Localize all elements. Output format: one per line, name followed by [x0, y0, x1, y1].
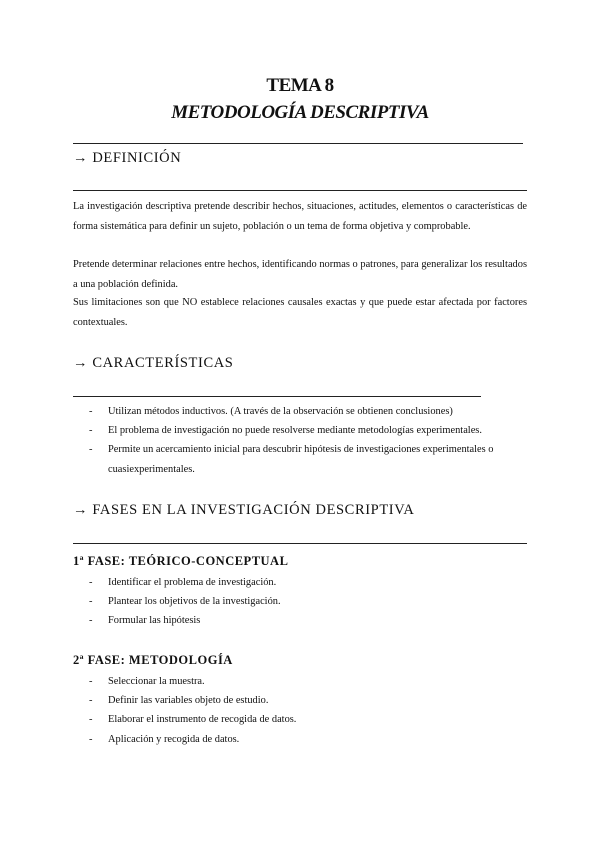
caracteristicas-list: [73, 402, 529, 479]
list-dash: -: [89, 733, 93, 745]
list-item-text: Utilizan métodos inductivos. (A través de la observación se obtienen conclusiones): [108, 406, 453, 417]
list-item-text: Identificar el problema de investigación.: [108, 577, 277, 588]
list-item-text: Permite un acercamiento inicial para descubrir hipótesis de investigaciones experimentales o cuasiexperimentales.: [108, 444, 494, 475]
list-dash: -: [89, 425, 93, 437]
list-item-text: Seleccionar la muestra.: [108, 676, 205, 687]
list-item-text: Aplicación y recogida de datos.: [108, 733, 240, 745]
list-item-text: Formular las hipótesis: [108, 615, 201, 627]
section-divider-definicion: [73, 190, 527, 191]
list-item: [73, 691, 529, 710]
list-item: [73, 672, 529, 691]
list-item: [73, 730, 529, 749]
section-divider-fases: [73, 543, 527, 544]
section-divider-caracteristicas: [73, 396, 481, 397]
list-item-text: Elaborar el instrumento de recogida de datos.: [108, 714, 297, 726]
list-item: [73, 592, 529, 611]
fase2-heading: 2ª FASE: METODOLOGÍA: [73, 653, 233, 667]
list-item-text: Definir las variables objeto de estudio.: [108, 695, 269, 707]
definicion-paragraph-3: Sus limitaciones son que NO establece relaciones causales exactas y que puede estar afectada por factores contextuales.: [73, 297, 527, 328]
definicion-paragraph-1: La investigación descriptiva pretende describir hechos, situaciones, actitudes, elementos o características de forma sistemática para definir un sujeto, población o un tema de forma objetiva y comprobable.: [73, 201, 527, 232]
definicion-paragraph-2: Pretende determinar relaciones entre hechos, identificando normas o patrones, para generalizar los resultados a una población definida.: [73, 259, 527, 290]
fase1-heading: 1ª FASE: TEÓRICO-CONCEPTUAL: [73, 554, 289, 568]
section-heading-caracteristicas: → CARACTERÍSTICAS: [73, 355, 234, 371]
list-item: [73, 440, 529, 478]
list-dash: -: [89, 676, 93, 687]
list-dash: -: [89, 615, 93, 627]
title-divider: [73, 143, 523, 144]
page-subtitle: METODOLOGÍA DESCRIPTIVA: [171, 102, 429, 123]
list-dash: -: [89, 714, 93, 726]
list-item: [73, 421, 529, 440]
list-item: [73, 710, 529, 729]
list-dash: -: [89, 577, 93, 588]
list-dash: -: [89, 596, 93, 608]
section-heading-fases: → FASES EN LA INVESTIGACIÓN DESCRIPTIVA: [73, 502, 415, 518]
list-item-text: Plantear los objetivos de la investigación.: [108, 596, 281, 608]
list-dash: -: [89, 406, 93, 417]
page-title: TEMA 8: [266, 75, 334, 96]
fase1-list: [73, 573, 529, 631]
list-dash: -: [89, 695, 93, 707]
fase2-list: [73, 672, 529, 749]
list-dash: -: [89, 444, 93, 456]
list-item: [73, 402, 529, 421]
section-heading-definicion: → DEFINICIÓN: [73, 150, 182, 166]
list-item-text: El problema de investigación no puede resolverse mediante metodologías experimentales.: [108, 425, 482, 437]
list-item: [73, 611, 529, 630]
list-item: [73, 573, 529, 592]
